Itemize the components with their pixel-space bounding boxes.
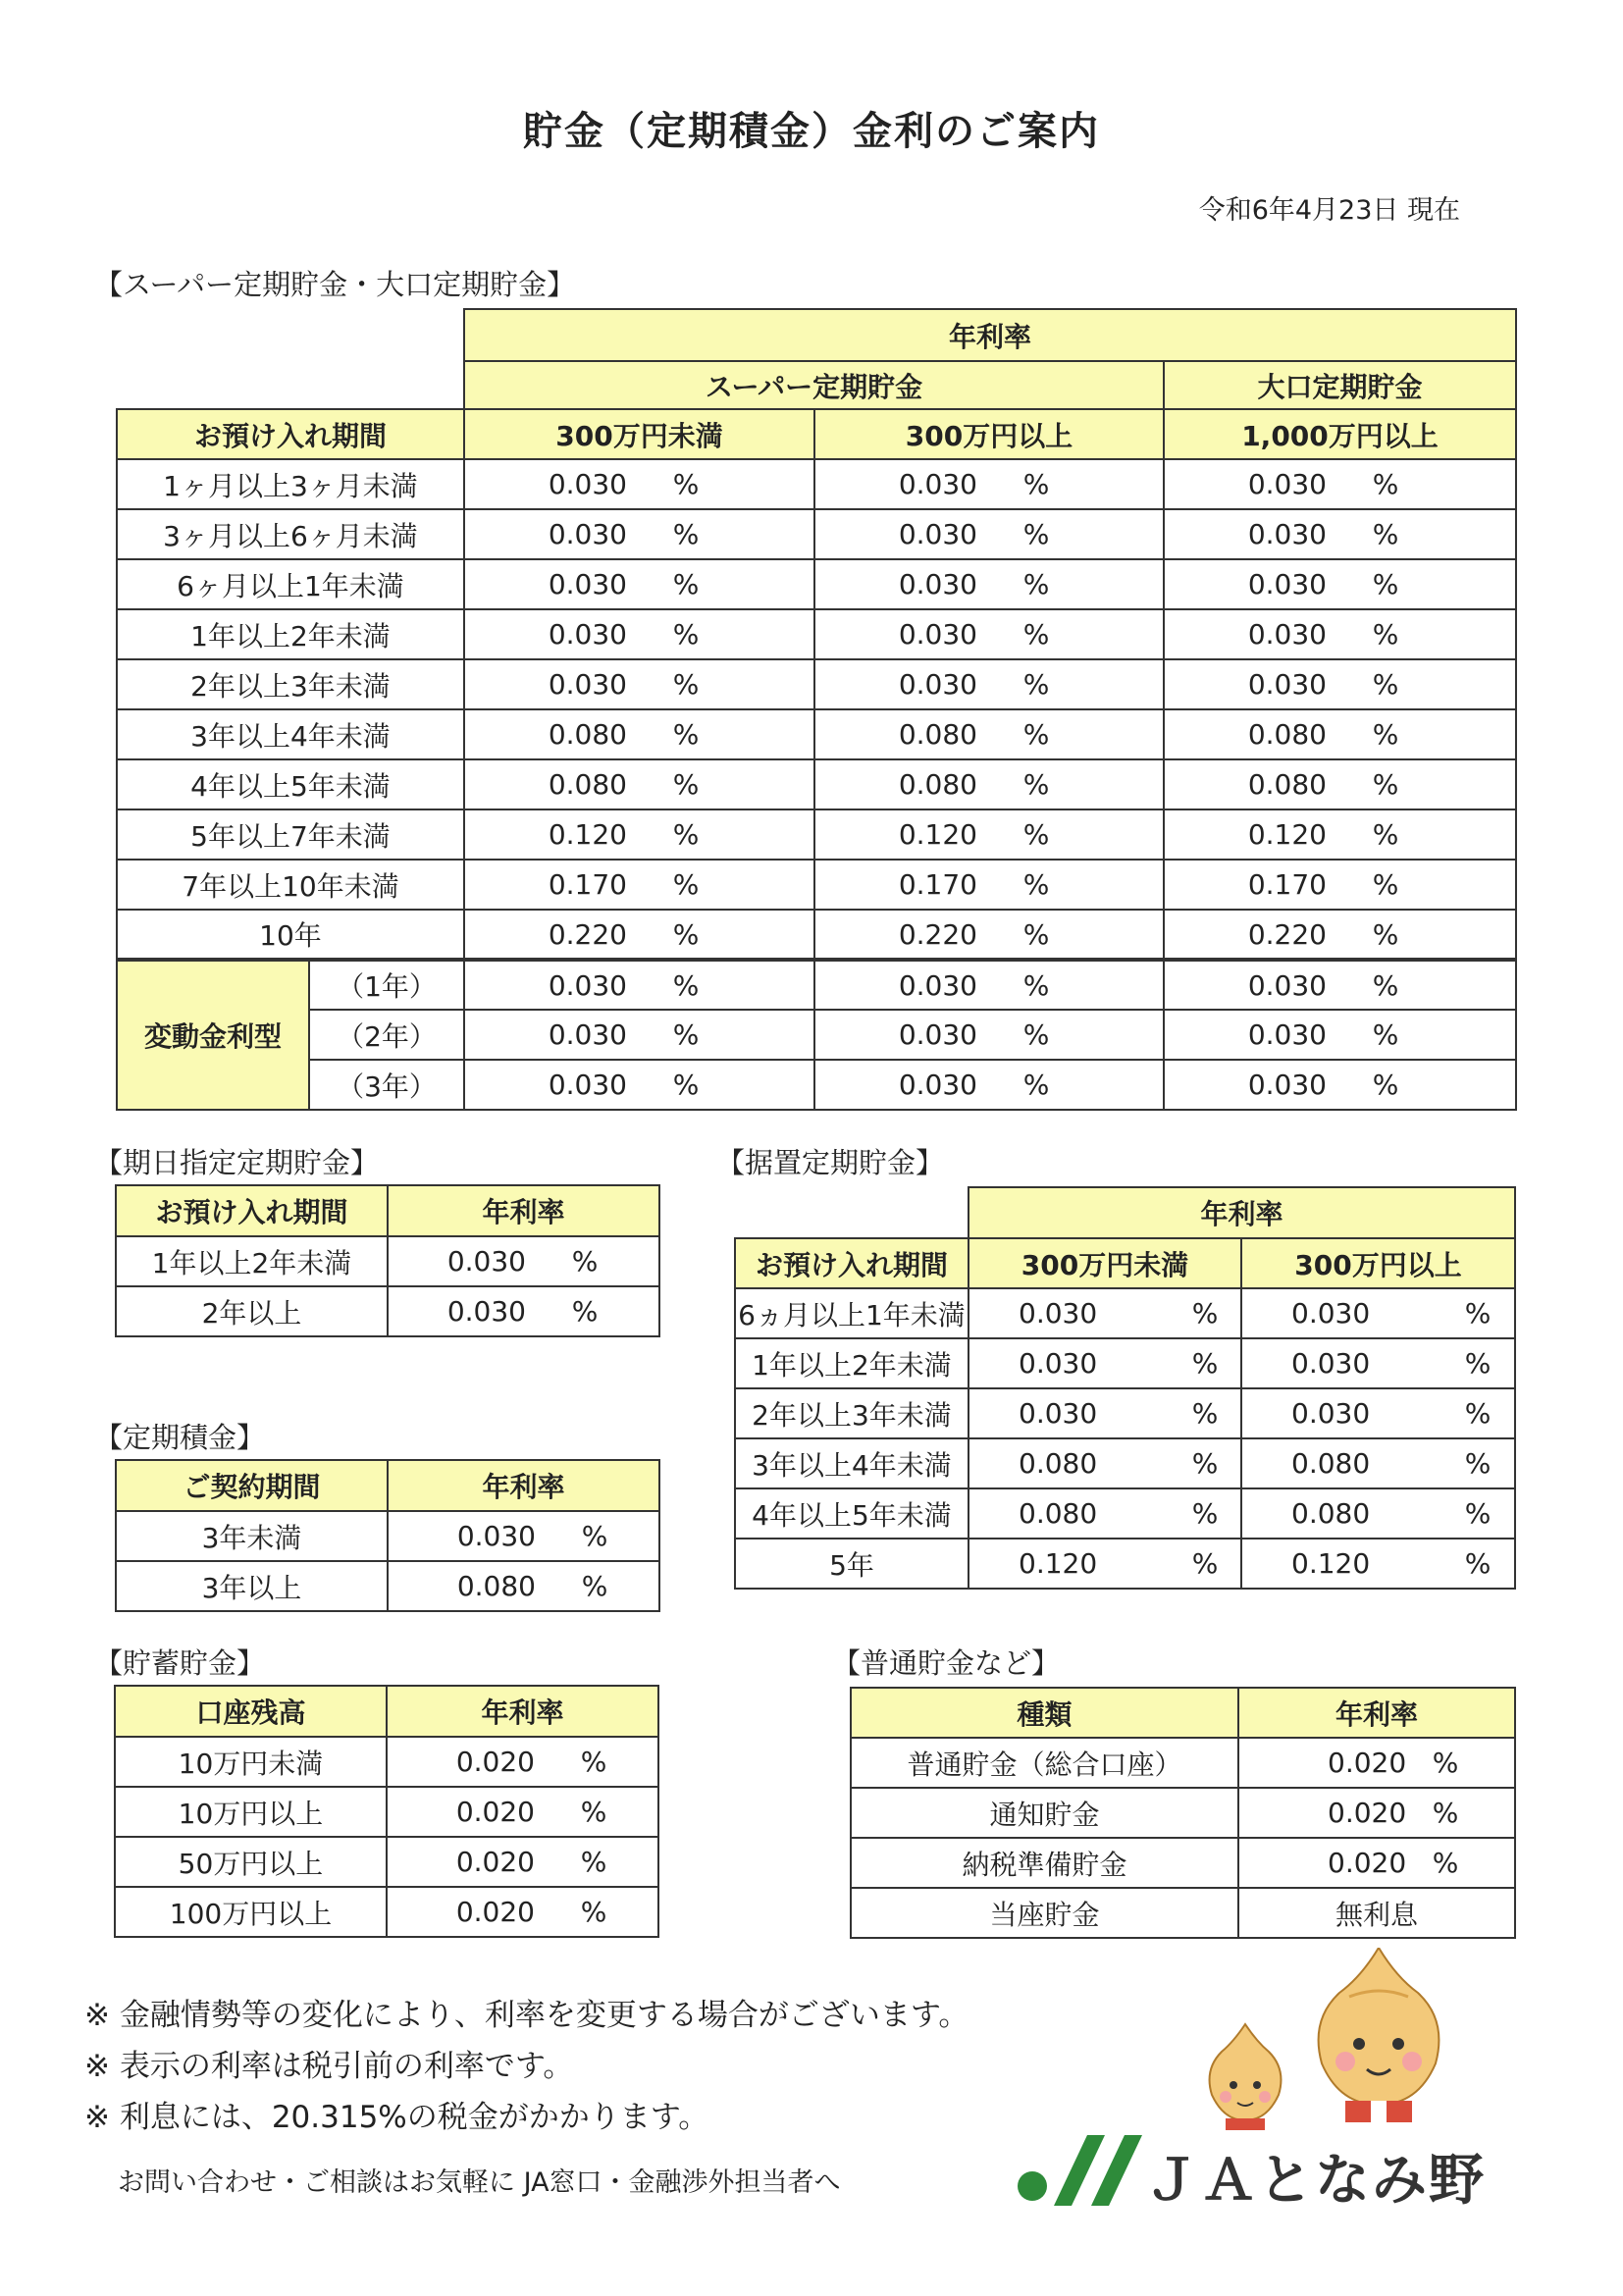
header-period: お預け入れ期間 [117, 409, 464, 459]
rate-cell [464, 709, 814, 759]
percent-unit: % [672, 1069, 700, 1101]
percent-unit: % [672, 568, 700, 600]
rate-cell [464, 1010, 814, 1060]
rate-value: 0.120 [1291, 1547, 1371, 1580]
rate-cell [814, 759, 1164, 809]
rate-value: 0.030 [1247, 668, 1327, 701]
rate-value: 0.080 [1247, 768, 1327, 801]
percent-unit: % [1191, 1497, 1219, 1530]
table-row [117, 459, 1516, 509]
rate-cell [1164, 960, 1516, 1010]
rate-cell [1164, 910, 1516, 960]
period-cell: 1ヶ月以上3ヶ月未満 [117, 459, 464, 509]
balance-cell: 10万円未満 [115, 1737, 387, 1787]
header-over-300: 300万円以上 [814, 409, 1164, 459]
table-row [735, 1539, 1515, 1589]
rate-value: 0.030 [446, 1245, 526, 1278]
rate-cell [464, 609, 814, 659]
chochiku-rate-table [114, 1685, 659, 1938]
header-super-teiki: スーパー定期貯金 [464, 361, 1164, 409]
rate-value: 0.030 [1291, 1297, 1371, 1330]
percent-unit: % [1022, 668, 1050, 701]
percent-unit: % [1372, 518, 1399, 550]
table-row [117, 759, 1516, 809]
percent-unit: % [1372, 818, 1399, 851]
type-cell: 通知貯金 [851, 1788, 1238, 1838]
header-under-300: 300万円未満 [969, 1238, 1241, 1288]
rate-value: 0.030 [898, 618, 977, 651]
table-row [735, 1338, 1515, 1388]
rate-value: 0.170 [1247, 868, 1327, 901]
period-cell: 5年以上7年未満 [117, 809, 464, 860]
percent-unit: % [1022, 518, 1050, 550]
rate-value: 0.020 [455, 1746, 535, 1778]
percent-unit: % [1191, 1447, 1219, 1480]
rate-value: 0.170 [898, 868, 977, 901]
rate-value: 0.120 [1247, 818, 1327, 851]
percent-unit: % [1191, 1547, 1219, 1580]
header-under-300: 300万円未満 [464, 409, 814, 459]
period-cell: 10年 [117, 910, 464, 960]
table-row [117, 1010, 1516, 1060]
percent-unit: % [580, 1896, 607, 1928]
kijitsu-rate-table [115, 1184, 660, 1337]
rate-value: 0.080 [1019, 1497, 1098, 1530]
percent-unit: % [1432, 1847, 1459, 1879]
rate-cell [814, 509, 1164, 559]
no-interest-cell: 無利息 [1238, 1888, 1515, 1938]
futsu-rate-table [850, 1687, 1516, 1939]
rate-cell [464, 559, 814, 609]
percent-unit: % [1022, 1069, 1050, 1101]
rate-value: 0.030 [898, 518, 977, 550]
table-row [116, 1511, 659, 1561]
table-row [851, 1838, 1515, 1888]
rate-cell [388, 1511, 659, 1561]
percent-unit: % [1022, 1018, 1050, 1051]
percent-unit: % [1372, 768, 1399, 801]
rate-cell [814, 609, 1164, 659]
rate-value: 0.030 [456, 1520, 536, 1552]
rate-cell [1241, 1438, 1515, 1488]
rate-value: 0.030 [1019, 1397, 1098, 1430]
rate-value: 0.030 [1247, 468, 1327, 500]
rate-cell [1164, 659, 1516, 709]
sueoki-rate-table [734, 1186, 1516, 1590]
rate-value: 0.030 [548, 668, 627, 701]
table-row [116, 1286, 659, 1336]
rate-value: 0.020 [455, 1796, 535, 1828]
percent-unit: % [1191, 1297, 1219, 1330]
rate-cell [464, 860, 814, 910]
rate-cell [464, 809, 814, 860]
rate-cell [969, 1388, 1241, 1438]
type-cell: 普通貯金（総合口座） [851, 1738, 1238, 1788]
rate-value: 0.080 [898, 718, 977, 751]
percent-unit: % [1022, 618, 1050, 651]
rate-cell [814, 860, 1164, 910]
rate-cell [1238, 1788, 1515, 1838]
percent-unit: % [672, 868, 700, 901]
table-row [851, 1888, 1515, 1938]
percent-unit: % [1022, 768, 1050, 801]
table-row [115, 1887, 658, 1937]
percent-unit: % [1372, 668, 1399, 701]
rate-cell [814, 960, 1164, 1010]
rate-value: 0.030 [548, 968, 627, 1002]
rate-value: 0.030 [1247, 518, 1327, 550]
percent-unit: % [580, 1746, 607, 1778]
rate-cell [464, 1060, 814, 1110]
percent-unit: % [1432, 1747, 1459, 1779]
percent-unit: % [672, 468, 700, 500]
rate-value: 0.080 [1247, 718, 1327, 751]
percent-unit: % [1372, 618, 1399, 651]
period-cell: 6ヶ月以上1年未満 [117, 559, 464, 609]
rate-cell [387, 1737, 658, 1787]
period-cell: 6ヵ月以上1年未満 [735, 1288, 969, 1338]
notes [84, 1990, 969, 2143]
tsumikin-rate-table [115, 1459, 660, 1612]
table-row [117, 709, 1516, 759]
rate-cell [464, 459, 814, 509]
percent-unit: % [1022, 568, 1050, 600]
header-period: お預け入れ期間 [735, 1238, 969, 1288]
rate-cell [1164, 609, 1516, 659]
header-rate: 年利率 [388, 1185, 659, 1236]
period-cell: 1年以上2年未満 [116, 1236, 388, 1286]
percent-unit: % [672, 668, 700, 701]
ja-logo-text: ＪＡとなみ野 [1144, 2149, 1486, 2213]
percent-unit: % [581, 1520, 608, 1552]
note-item: ※ 金融情勢等の変化により、利率を変更する場合がございます。 [84, 1998, 969, 2033]
section-label-chochiku: 【貯蓄貯金】 [94, 1646, 266, 1680]
percent-unit: % [1022, 917, 1050, 951]
rate-cell [387, 1787, 658, 1837]
percent-unit: % [1022, 718, 1050, 751]
percent-unit: % [580, 1796, 607, 1828]
period-cell: 5年 [735, 1539, 969, 1589]
table-row [735, 1288, 1515, 1338]
table-row [117, 559, 1516, 609]
percent-unit: % [672, 818, 700, 851]
type-cell: 納税準備貯金 [851, 1838, 1238, 1888]
section-label-sueoki: 【据置定期貯金】 [716, 1146, 945, 1179]
rate-value: 0.080 [898, 768, 977, 801]
period-cell: 2年以上3年未満 [735, 1388, 969, 1438]
period-cell: 3ヶ月以上6ヶ月未満 [117, 509, 464, 559]
header-rate: 年利率 [969, 1187, 1515, 1238]
table-row [116, 1236, 659, 1286]
percent-unit: % [1464, 1547, 1492, 1580]
percent-unit: % [672, 968, 700, 1002]
percent-unit: % [672, 618, 700, 651]
period-cell: 3年未満 [116, 1511, 388, 1561]
table-row [115, 1837, 658, 1887]
rate-value: 0.030 [1019, 1297, 1098, 1330]
header-oguchi-teiki: 大口定期貯金 [1164, 361, 1516, 409]
rate-value: 0.030 [898, 468, 977, 500]
percent-unit: % [1372, 1018, 1399, 1051]
header-rate: 年利率 [387, 1686, 658, 1737]
rate-cell [814, 659, 1164, 709]
rate-cell [464, 759, 814, 809]
onion-mascot-icon [1182, 1948, 1457, 2138]
table-row [735, 1488, 1515, 1539]
percent-unit: % [1372, 868, 1399, 901]
rate-value: 0.030 [548, 518, 627, 550]
period-cell: 3年以上 [116, 1561, 388, 1611]
super-rate-table [116, 308, 1517, 1111]
variable-term-cell: （1年） [309, 960, 464, 1010]
percent-unit: % [672, 768, 700, 801]
rate-cell [814, 459, 1164, 509]
rate-value: 0.030 [1247, 618, 1327, 651]
rate-cell [1238, 1838, 1515, 1888]
rate-cell [1164, 709, 1516, 759]
table-row [117, 910, 1516, 960]
rate-cell [1241, 1388, 1515, 1438]
rate-value: 0.030 [548, 1018, 627, 1051]
rate-value: 0.030 [898, 568, 977, 600]
rate-value: 0.020 [1328, 1747, 1407, 1779]
balance-cell: 10万円以上 [115, 1787, 387, 1837]
rate-value: 0.080 [548, 768, 627, 801]
rate-cell [969, 1288, 1241, 1338]
rate-value: 0.020 [455, 1846, 535, 1878]
table-row [735, 1388, 1515, 1438]
rate-value: 0.020 [1328, 1847, 1407, 1879]
percent-unit: % [1432, 1797, 1459, 1829]
table-row [851, 1788, 1515, 1838]
rate-cell [969, 1438, 1241, 1488]
table-row [117, 960, 1516, 1010]
rate-cell [1164, 1010, 1516, 1060]
percent-unit: % [1022, 818, 1050, 851]
rate-cell [969, 1338, 1241, 1388]
rate-value: 0.170 [548, 868, 627, 901]
table-row [115, 1737, 658, 1787]
percent-unit: % [1022, 868, 1050, 901]
rate-cell [814, 809, 1164, 860]
rate-cell [1241, 1288, 1515, 1338]
percent-unit: % [571, 1245, 599, 1278]
percent-unit: % [1372, 1069, 1399, 1101]
rate-value: 0.030 [548, 618, 627, 651]
percent-unit: % [1372, 468, 1399, 500]
header-rate: 年利率 [388, 1460, 659, 1511]
rate-value: 0.030 [898, 968, 977, 1002]
rate-cell [1164, 459, 1516, 509]
period-cell: 3年以上4年未満 [117, 709, 464, 759]
rate-cell [388, 1561, 659, 1611]
table-row [851, 1738, 1515, 1788]
rate-cell [387, 1837, 658, 1887]
percent-unit: % [1464, 1347, 1492, 1380]
rate-value: 0.030 [1247, 1018, 1327, 1051]
rate-value: 0.030 [1291, 1397, 1371, 1430]
rate-value: 0.030 [898, 1069, 977, 1101]
rate-cell [814, 910, 1164, 960]
table-row [117, 809, 1516, 860]
table-row [117, 860, 1516, 910]
period-cell: 2年以上 [116, 1286, 388, 1336]
rate-cell [814, 709, 1164, 759]
rate-value: 0.020 [455, 1896, 535, 1928]
balance-cell: 50万円以上 [115, 1837, 387, 1887]
rate-cell [1238, 1738, 1515, 1788]
rate-cell [1241, 1338, 1515, 1388]
rate-cell [814, 1060, 1164, 1110]
rate-value: 0.220 [548, 917, 627, 951]
header-type: 種類 [851, 1688, 1238, 1738]
percent-unit: % [1464, 1497, 1492, 1530]
rate-cell [387, 1887, 658, 1937]
rate-cell [1164, 509, 1516, 559]
header-balance: 口座残高 [115, 1686, 387, 1737]
rate-cell [388, 1236, 659, 1286]
rate-cell [969, 1488, 1241, 1539]
percent-unit: % [1464, 1297, 1492, 1330]
table-row [116, 1561, 659, 1611]
section-label-futsu: 【普通貯金など】 [832, 1646, 1061, 1680]
rate-value: 0.030 [898, 1018, 977, 1051]
rate-cell [969, 1539, 1241, 1589]
as-of-date: 令和6年4月23日 現在 [1198, 195, 1460, 226]
rate-value: 0.080 [456, 1570, 536, 1602]
note-item: ※ 表示の利率は税引前の利率です。 [84, 2049, 574, 2084]
percent-unit: % [672, 917, 700, 951]
rate-value: 0.080 [1019, 1447, 1098, 1480]
percent-unit: % [1022, 468, 1050, 500]
rate-cell [1164, 759, 1516, 809]
percent-unit: % [1372, 917, 1399, 951]
percent-unit: % [1372, 968, 1399, 1002]
table-row [735, 1438, 1515, 1488]
rate-value: 0.120 [548, 818, 627, 851]
rate-cell [1164, 1060, 1516, 1110]
rate-cell [464, 960, 814, 1010]
variable-rate-label: 変動金利型 [117, 960, 309, 1110]
rate-value: 0.030 [548, 468, 627, 500]
header-rate: 年利率 [464, 309, 1516, 361]
rate-value: 0.120 [1019, 1547, 1098, 1580]
rate-value: 0.030 [1291, 1347, 1371, 1380]
table-row [117, 509, 1516, 559]
variable-term-cell: （2年） [309, 1010, 464, 1060]
percent-unit: % [580, 1846, 607, 1878]
percent-unit: % [1191, 1397, 1219, 1430]
percent-unit: % [1372, 718, 1399, 751]
rate-value: 0.030 [898, 668, 977, 701]
rate-cell [1164, 559, 1516, 609]
contact-text: お問い合わせ・ご相談はお気軽に JA窓口・金融渉外担当者へ [118, 2167, 841, 2198]
period-cell: 7年以上10年未満 [117, 860, 464, 910]
table-row [115, 1787, 658, 1837]
note-item: ※ 利息には、20.315%の税金がかかります。 [84, 2100, 709, 2135]
rate-cell [388, 1286, 659, 1336]
table-row [117, 659, 1516, 709]
rate-cell [1241, 1539, 1515, 1589]
percent-unit: % [581, 1570, 608, 1602]
header-period: ご契約期間 [116, 1460, 388, 1511]
rate-value: 0.220 [898, 917, 977, 951]
section-label-kijitsu: 【期日指定定期貯金】 [94, 1146, 380, 1179]
period-cell: 2年以上3年未満 [117, 659, 464, 709]
header-over-300: 300万円以上 [1241, 1238, 1515, 1288]
percent-unit: % [1372, 568, 1399, 600]
header-over-1000: 1,000万円以上 [1164, 409, 1516, 459]
percent-unit: % [1464, 1447, 1492, 1480]
rate-cell [814, 559, 1164, 609]
rate-value: 0.080 [1291, 1497, 1371, 1530]
rate-cell [464, 509, 814, 559]
period-cell: 4年以上5年未満 [117, 759, 464, 809]
table-row [117, 609, 1516, 659]
header-rate: 年利率 [1238, 1688, 1515, 1738]
variable-term-cell: （3年） [309, 1060, 464, 1110]
table-row [117, 1060, 1516, 1110]
rate-value: 0.030 [1019, 1347, 1098, 1380]
rate-value: 0.220 [1247, 917, 1327, 951]
rate-cell [464, 659, 814, 709]
rate-value: 0.030 [548, 1069, 627, 1101]
percent-unit: % [1191, 1347, 1219, 1380]
section-label-super: 【スーパー定期貯金・大口定期貯金】 [94, 268, 576, 301]
rate-value: 0.030 [446, 1295, 526, 1328]
period-cell: 1年以上2年未満 [735, 1338, 969, 1388]
rate-cell [814, 1010, 1164, 1060]
rate-cell [1164, 809, 1516, 860]
section-label-tsumikin: 【定期積金】 [94, 1421, 266, 1454]
period-cell: 1年以上2年未満 [117, 609, 464, 659]
percent-unit: % [571, 1295, 599, 1328]
rate-cell [1164, 860, 1516, 910]
type-cell: 当座貯金 [851, 1888, 1238, 1938]
period-cell: 4年以上5年未満 [735, 1488, 969, 1539]
header-period: お預け入れ期間 [116, 1185, 388, 1236]
percent-unit: % [1464, 1397, 1492, 1430]
rate-value: 0.120 [898, 818, 977, 851]
page-title: 貯金（定期積金）金利のご案内 [523, 109, 1100, 154]
rate-value: 0.020 [1328, 1797, 1407, 1829]
rate-value: 0.030 [1247, 1069, 1327, 1101]
rate-value: 0.080 [548, 718, 627, 751]
rate-cell [1241, 1488, 1515, 1539]
percent-unit: % [672, 1018, 700, 1051]
rate-value: 0.030 [548, 568, 627, 600]
period-cell: 3年以上4年未満 [735, 1438, 969, 1488]
rate-value: 0.030 [1247, 968, 1327, 1002]
percent-unit: % [672, 518, 700, 550]
percent-unit: % [672, 718, 700, 751]
balance-cell: 100万円以上 [115, 1887, 387, 1937]
percent-unit: % [1022, 968, 1050, 1002]
rate-cell [464, 910, 814, 960]
rate-value: 0.030 [1247, 568, 1327, 600]
rate-value: 0.080 [1291, 1447, 1371, 1480]
